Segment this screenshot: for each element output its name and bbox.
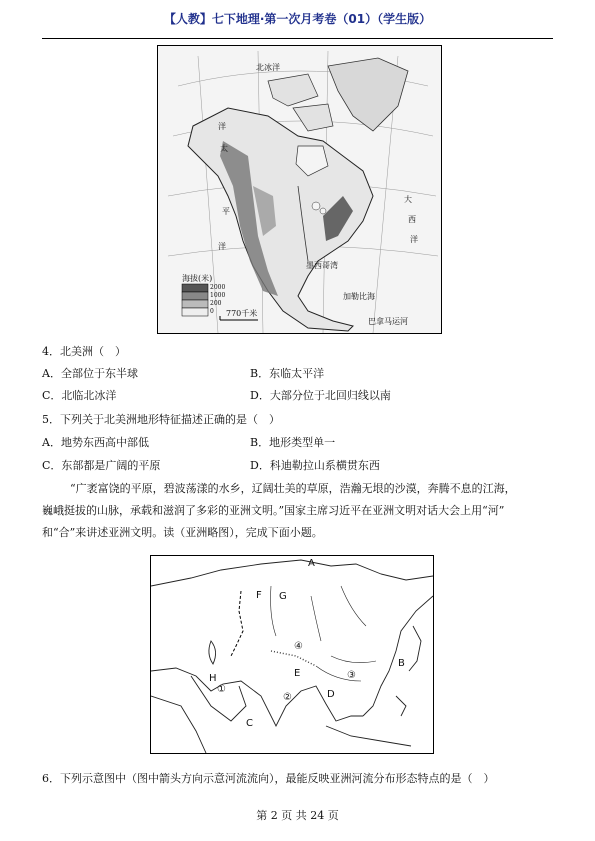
caribbean-label: 加勒比海	[343, 292, 375, 301]
legend-value: 0	[210, 308, 214, 315]
label-1: ①	[217, 684, 226, 695]
q5-option-c[interactable]: C．东部都是广阔的平原	[42, 459, 161, 472]
passage-line-1: “广袤富饶的平原，碧波荡漾的水乡，辽阔壮美的草原，浩瀚无垠的沙漠，奔腾不息的江海，	[70, 482, 516, 495]
passage-line-2: 巍峨挺拔的山脉，承载和滋润了多彩的亚洲文明。”国家主席习近平在亚洲文明对话大会上用“河”	[42, 504, 505, 517]
pacific-label-ping: 平	[222, 207, 230, 216]
q5-option-b[interactable]: B．地形类型单一	[250, 436, 336, 449]
scale-label: 770千米	[226, 309, 258, 318]
q4-option-a[interactable]: A．全部位于东半球	[42, 367, 138, 380]
pacific-label-yang: 洋	[218, 242, 226, 251]
label-d: D	[327, 689, 335, 700]
passage	[42, 478, 554, 544]
passage-line-3: 和“合”来讲述亚洲文明。读（亚洲略图），完成下面小题。	[42, 526, 323, 539]
label-f: F	[256, 590, 262, 601]
asia-map-drawing	[151, 556, 433, 753]
page-footer: 第 2 页 共 24 页	[256, 809, 339, 822]
legend-title: 海拔(米)	[182, 274, 213, 283]
label-g: G	[279, 591, 287, 602]
label-b: B	[398, 658, 405, 669]
q4-option-c[interactable]: C．北临北冰洋	[42, 389, 117, 402]
atlantic-label-xi: 西	[408, 215, 416, 224]
q4-option-b[interactable]: B．东临太平洋	[250, 367, 325, 380]
label-3: ③	[347, 670, 356, 681]
atlantic-label-yang: 洋	[410, 235, 418, 244]
label-a: A	[308, 558, 315, 569]
q5-option-d[interactable]: D．科迪勒拉山系横贯东西	[250, 459, 380, 472]
pacific-label-tai: 太	[220, 144, 228, 153]
label-e: E	[294, 668, 301, 679]
panama-canal-label: 巴拿马运河	[368, 317, 408, 326]
north-america-map-drawing	[158, 46, 441, 333]
label-4: ④	[294, 641, 303, 652]
gulf-of-mexico-label: 墨西哥湾	[306, 261, 338, 270]
q5-stem: 5．下列关于北美洲地形特征描述正确的是（ ）	[42, 413, 280, 426]
arctic-ocean-label: 北冰洋	[256, 63, 280, 72]
q4-option-d[interactable]: D．大部分位于北回归线以南	[250, 389, 391, 402]
label-2: ②	[283, 692, 292, 703]
legend-value: 200	[210, 300, 222, 307]
bering-label: 洋	[218, 122, 226, 131]
header-rule	[42, 38, 553, 39]
label-h: H	[209, 673, 217, 684]
atlantic-label-da: 大	[404, 195, 412, 204]
page-header: 【人教】七下地理·第一次月考卷（01）（学生版）	[163, 12, 432, 26]
q4-stem: 4．北美洲（ ）	[42, 345, 126, 358]
q6-stem: 6．下列示意图中（图中箭头方向示意河流流向），最能反映亚洲河流分布形态特点的是（ ）	[42, 772, 495, 785]
north-america-map	[157, 45, 442, 334]
legend-value: 1000	[210, 292, 226, 299]
asia-map	[150, 555, 434, 754]
legend-value: 2000	[210, 284, 226, 291]
q5-option-a[interactable]: A．地势东西高中部低	[42, 436, 149, 449]
label-c: C	[246, 718, 253, 729]
